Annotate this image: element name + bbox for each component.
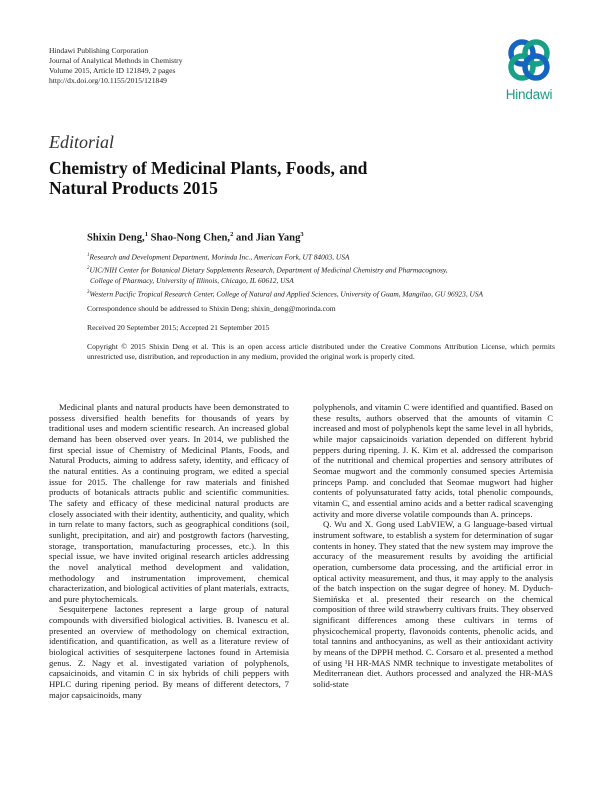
affiliation-line: $^2$UIC/NIH Center for Botanical Dietary Supplements Research, Department of Medicinal Chemistry and Pharmacognosy, <box>87 265 448 275</box>
journal-header <box>49 46 183 86</box>
affiliation-line: College of Pharmacy, University of Illinois, Chicago, IL 60612, USA <box>90 276 294 286</box>
author-name: and Jian Yang <box>236 232 301 244</box>
body-paragraph: polyphenols, and vitamin C were identified and quantified. Based on these results, authors observed that the amounts of vitamin C increased and most of polyphenols kept the same level in all hybrids, while major capsaicinoids variation depended on different hybrid peppers during ripening. J. K. Kim et al. addressed the comparison of the nutritional and chemical properties and sensory attributes of Seomae mugwort and the commonly consumed species Artemisia princeps Pamp. and concluded that Seomae mugwort had higher contents of polyunsaturated fatty acids, total phenolic compounds, vitamin C, and essential amino acids and a better radical scavenging activity and more diverse volatile compounds than A. princeps. <box>313 402 553 519</box>
author-affiliation-mark: 2 <box>230 231 234 238</box>
author-list <box>87 231 304 244</box>
hindawi-logo-icon <box>507 38 551 82</box>
article-title: Chemistry of Medicinal Plants, Foods, and Natural Products 2015 <box>49 158 368 198</box>
volume-line: Volume 2015, Article ID 121849, 2 pages <box>49 66 176 76</box>
body-paragraph: Q. Wu and X. Gong used LabVIEW, a G language-based virtual instrument software, to establish a system for determination of sugar contents in honey. They stated that the new system may improve the accuracy of the measurement results by avoiding the artificial operation, cumbersome data processing, and the artificial error in optical activity measurement, and thus, it may apply to the analysis of the batch inspection on the sugar degree of honey. M. Dyduch-Siemińska et al. presented their research on the chemical composition of three wild strawberry cultivars fruits. They observed significant differences among these cultivars in terms of physicochemical property, flavonoids contents, phenolic acids, and total tannins and anthocyanins, as well as their antioxidant activity by means of the DPPH method. C. Corsaro et al. presented a method of using ¹H HR-MAS NMR technique to investigate metabolites of Mediterranean diet. Authors processed and analyzed the HR-MAS solid-state <box>313 519 553 690</box>
correspondence-note: Correspondence should be addressed to Shixin Deng; shixin_deng@morinda.com <box>87 304 336 313</box>
body-column-left <box>49 402 289 700</box>
body-column-right <box>313 402 553 690</box>
hindawi-logo-text: Hindawi <box>505 87 553 102</box>
received-dates: Received 20 September 2015; Accepted 21 September 2015 <box>87 323 270 332</box>
affiliation-line: $^3$Western Pacific Tropical Research Center, College of Natural and Applied Sciences, University of Guam, Mangilao, GU 96923, USA <box>87 289 484 299</box>
body-paragraph: Medicinal plants and natural products have been demonstrated to possess diversified health benefits for thousands of years by traditional uses and modern scientific research. An increased global demand has been observed over years. In 2014, we published the first special issue of Chemistry of Medicinal Plants, Foods, and Natural Products, aiming to address safety, identity, and efficacy of the natural entities. As a continuing program, we edited a special issue for 2015. The challenge for raw materials and finished products of botanicals attracts public and scientific communities. The safety and efficacy of these medicinal natural products are closely associated with their identity, authenticity, and quality, which in turn relate to many factors, such as geographical conditions (soil, sunlight, precipitation, and air) and postgrowth factors (harvesting, storage, transportation, manufacturing processes, etc.). In this special issue, we have invited original research articles addressing the novel analytical method development and validation, methodology and instrumentation improvement, chemical characterization, and biological activities of plant materials, extracts, and pure phytochemicals. <box>49 402 289 604</box>
section-label: Editorial <box>49 132 115 152</box>
affiliations <box>87 250 557 299</box>
doi-link[interactable]: http://dx.doi.org/10.1155/2015/121849 <box>49 76 167 86</box>
body-paragraph: Sesquiterpene lactones represent a large group of natural compounds with diversified biological activities. B. Ivanescu et al. presented an overview of methodology on chemical extraction, identification, and quantification, as well as a literature review of biological activities of sesquiterpene lactones found in Artemisia genus. Z. Nagy et al. investigated variation of polyphenols, capsaicinoids, and vitamin C in six hybrids of chili peppers with HPLC during ripening period. By means of different detectors, 7 major capsaicinoids, many <box>49 604 289 700</box>
journal-name: Journal of Analytical Methods in Chemistry <box>49 56 183 66</box>
author-affiliation-mark: 3 <box>300 231 304 238</box>
author-affiliation-mark: 1 <box>144 231 148 238</box>
author-name: Shixin Deng, <box>87 232 145 244</box>
copyright-notice: Copyright © 2015 Shixin Deng et al. This is an open access article distributed under the Creative Commons Attribution License, which permits unrestricted use, distribution, and reproduction in any medium, provided the original work is properly cited. <box>87 342 555 362</box>
publisher-line: Hindawi Publishing Corporation <box>49 46 149 55</box>
author-name: Shao-Nong Chen, <box>150 232 231 244</box>
hindawi-logo <box>496 38 562 106</box>
affiliation-line: $^1$Research and Development Department, Morinda Inc., American Fork, UT 84003, USA <box>87 252 350 262</box>
